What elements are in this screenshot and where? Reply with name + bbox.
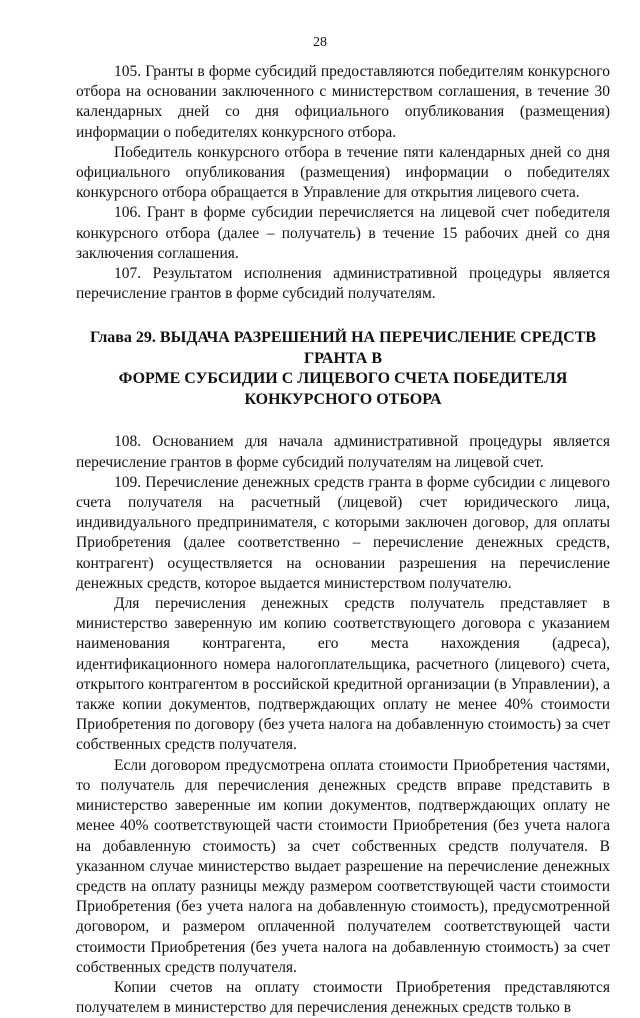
chapter-heading-line: ФОРМЕ СУБСИДИИ С ЛИЦЕВОГО СЧЕТА ПОБЕДИТЕЛЯ [118, 370, 568, 388]
paragraph-winner-account: Победитель конкурсного отбора в течение пяти календарных дней со дня официального опубликования (размещения) информации о победителях конкурсного отбора обращается в Управление для открытия лицевого счета. [76, 143, 610, 202]
chapter-29-heading [76, 328, 610, 410]
document-body [76, 62, 610, 1018]
paragraph-partial-payment: Если договором предусмотрена оплата стоимости Приобретения частями, то получатель для перечисления денежных средств вправе представить в министерство заверенные им копии документов, подтверждающих оплату не менее 40% соответствующей части стоимости Приобретения (без учета налога на добавленную стоимость) за счет собственных средств получателя. В указанном случае министерство выдает разрешение на перечисление денежных средств на оплату разницы между размером соответствующей части стоимости Приобретения (без учета налога на добавленную стоимость), предусмотренной договором, и размером оплаченной получателем соответствующей части стоимости Приобретения (без учета налога на добавленную стоимость) за счет собственных средств получателя. [76, 756, 610, 976]
paragraph-106: 106. Грант в форме субсидии перечисляется на лицевой счет победителя конкурсного отбора (далее – получатель) в течение 15 рабочих дней со дня заключения соглашения. [76, 204, 610, 262]
chapter-heading-line: Глава 29. ВЫДАЧА РАЗРЕШЕНИЙ НА ПЕРЕЧИСЛЕНИЕ СРЕДСТВ ГРАНТА В [89, 329, 597, 367]
paragraph-108: 108. Основанием для начала административной процедуры является перечисление грантов в форме субсидий получателям на лицевой счет. [76, 433, 610, 471]
paragraph-107: 107. Результатом исполнения административной процедуры является перечисление грантов в форме субсидий получателям. [76, 265, 610, 303]
paragraph-105: 105. Гранты в форме субсидий предоставляются победителям конкурсного отбора на основании заключенного с министерством соглашения, в течение 30 календарных дней со дня официального опубликования (размещения) информации о победителях конкурсного отбора. [76, 63, 610, 141]
paragraph-invoice-copies: Копии счетов на оплату стоимости Приобретения представляются получателем в министерство для перечисления денежных средств только в [76, 978, 610, 1017]
paragraph-109: 109. Перечисление денежных средств гранта в форме субсидии с лицевого счета получателя на расчетный (лицевой) счет юридического лица, индивидуального предпринимателя, с которыми заключен договор, для оплаты Приобретения (далее соответственно – перечисление денежных средств, контрагент) осуществляется на основании разрешения на перечисление денежных средств, которое выдается министерством получателю. [76, 473, 610, 592]
chapter-heading-line: КОНКУРСНОГО ОТБОРА [244, 390, 442, 408]
page-number: 28 [313, 35, 327, 50]
paragraph-documents-required: Для перечисления денежных средств получатель представляет в министерство заверенную им копию соответствующего договора с указанием наименования контрагента, его места нахождения (адреса), идентификационного номера налогоплательщика, расчетного (лицевого) счета, открытого контрагентом в российской кредитной организации (в Управлении), а также копии документов, подтверждающих оплату не менее 40% стоимости Приобретения по договору (без учета налога на добавленную стоимость) за счет собственных средств получателя. [76, 595, 610, 754]
